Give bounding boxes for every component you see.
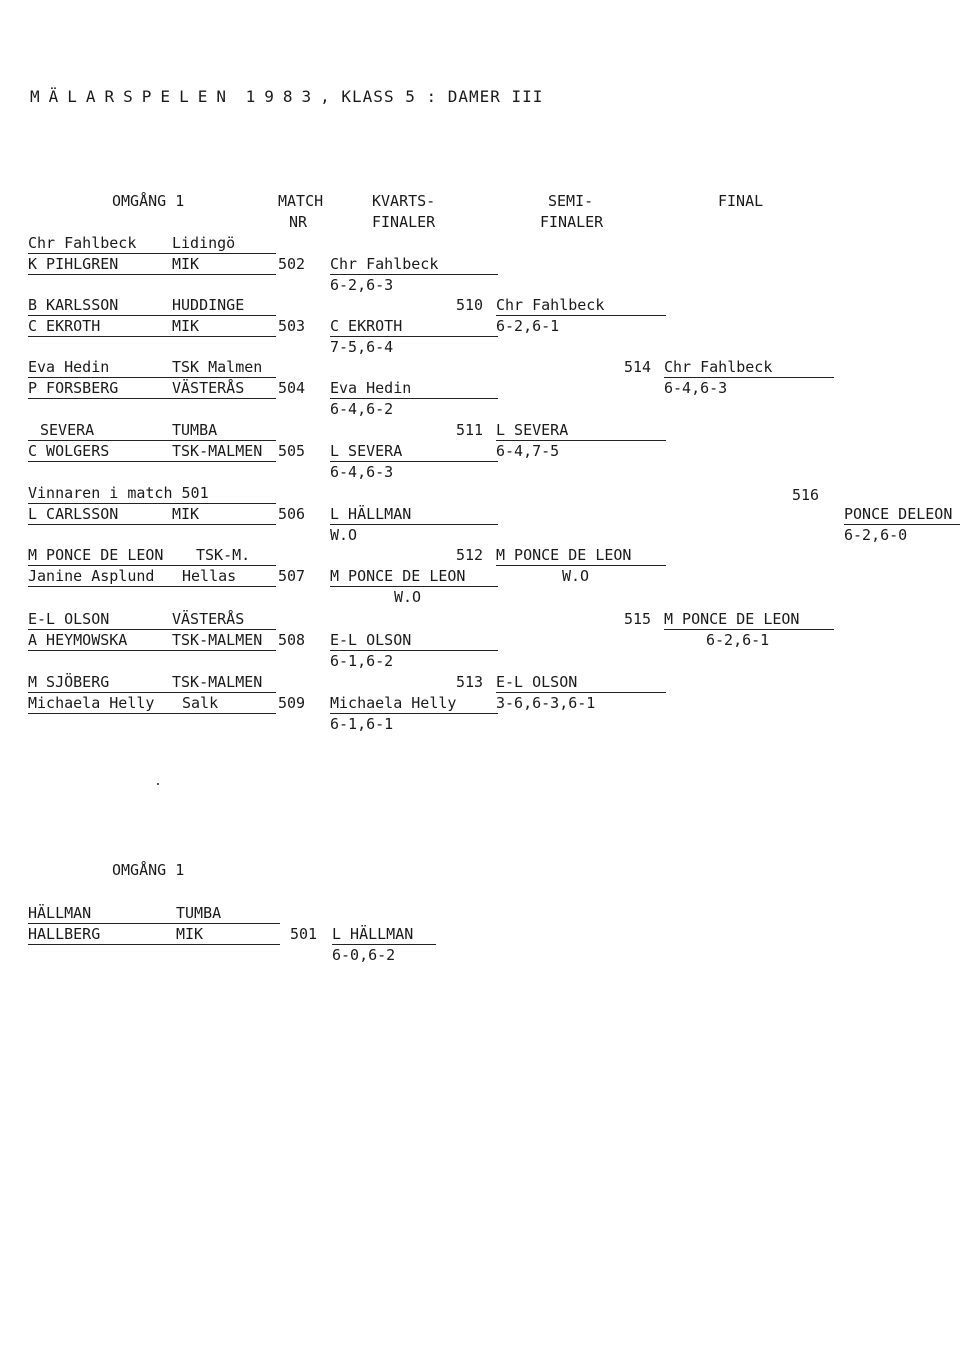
match-header-line1: MATCH (278, 192, 324, 210)
r1-player-a: Vinnaren i match 501 (28, 484, 209, 502)
r1-match-nr: 503 (278, 317, 306, 335)
final-winner: M PONCE DE LEON (664, 610, 800, 628)
sf-match-nr: 513 (456, 673, 484, 691)
r1-match-nr: 508 (278, 631, 306, 649)
semifinal-header-line1: SEMI- (548, 192, 594, 210)
qf-line (330, 274, 498, 275)
qf-winner: Eva Hedin (330, 379, 412, 397)
sf-line (496, 440, 666, 441)
champion-match-nr: 516 (792, 486, 820, 504)
qf-winner: Michaela Helly (330, 694, 457, 712)
champion-score: 6-2,6-0 (844, 526, 908, 544)
r1-club-b: TSK-MALMEN (172, 631, 263, 649)
prelim-line (28, 944, 280, 945)
prelim-winner: L HÄLLMAN (332, 925, 414, 943)
qf-line (330, 336, 498, 337)
qf-score: 6-4,6-3 (330, 463, 394, 481)
sf-score: 3-6,6-3,6-1 (496, 694, 596, 712)
qf-winner: E-L OLSON (330, 631, 412, 649)
sf-match-nr: 511 (456, 421, 484, 439)
qf-score: W.O (394, 588, 422, 606)
r1-club-a: TSK-M. (196, 546, 251, 564)
r1-match-nr: 502 (278, 255, 306, 273)
prelim-club-b: MIK (176, 925, 204, 943)
r1-line (28, 440, 276, 441)
r1-player-b: C EKROTH (28, 317, 101, 335)
sf-match-nr: 512 (456, 546, 484, 564)
r1-player-a: Eva Hedin (28, 358, 110, 376)
r1-player-a: SEVERA (40, 421, 95, 439)
r1-line (28, 692, 276, 693)
prelim-player-a: HÄLLMAN (28, 904, 92, 922)
semifinal-header-line2: FINALER (540, 213, 604, 231)
r1-player-a: E-L OLSON (28, 610, 110, 628)
r1-line (28, 253, 276, 254)
prelim-player-b: HALLBERG (28, 925, 101, 943)
r1-club-b: Hellas (182, 567, 237, 585)
r1-player-a: Chr Fahlbeck (28, 234, 137, 252)
qf-line (330, 524, 498, 525)
r1-match-nr: 509 (278, 694, 306, 712)
quarterfinal-header-line1: KVARTS- (372, 192, 436, 210)
r1-match-nr: 507 (278, 567, 306, 585)
r1-player-a: M SJÖBERG (28, 673, 110, 691)
r1-player-a: B KARLSSON (28, 296, 119, 314)
qf-line (330, 650, 498, 651)
qf-line (330, 713, 498, 714)
r1-player-b: L CARLSSON (28, 505, 119, 523)
sf-score: 6-4,7-5 (496, 442, 560, 460)
r1-player-b: A HEYMOWSKA (28, 631, 128, 649)
final-winner: Chr Fahlbeck (664, 358, 773, 376)
r1-club-a: VÄSTERÅS (172, 610, 245, 628)
final-line (664, 629, 834, 630)
qf-winner: C EKROTH (330, 317, 403, 335)
r1-line (28, 713, 276, 714)
qf-winner: L HÄLLMAN (330, 505, 412, 523)
r1-club-a: TSK Malmen (172, 358, 263, 376)
r1-line (28, 503, 276, 504)
prelim-heading: OMGÅNG 1 (112, 861, 185, 879)
qf-score: 6-4,6-2 (330, 400, 394, 418)
r1-club-b: TSK-MALMEN (172, 442, 263, 460)
r1-line (28, 586, 276, 587)
qf-score: 6-1,6-1 (330, 715, 394, 733)
r1-club-b: VÄSTERÅS (172, 379, 245, 397)
r1-club-b: MIK (172, 255, 200, 273)
r1-club-b: Salk (182, 694, 219, 712)
r1-club-b: MIK (172, 505, 200, 523)
r1-line (28, 398, 276, 399)
qf-score: 7-5,6-4 (330, 338, 394, 356)
r1-player-b: Janine Asplund (28, 567, 155, 585)
sf-line (496, 315, 666, 316)
final-score: 6-4,6-3 (664, 379, 728, 397)
r1-match-nr: 504 (278, 379, 306, 397)
r1-line (28, 315, 276, 316)
prelim-club-a: TUMBA (176, 904, 222, 922)
r1-player-b: C WOLGERS (28, 442, 110, 460)
qf-line (330, 398, 498, 399)
sf-line (496, 565, 666, 566)
r1-match-nr: 506 (278, 505, 306, 523)
r1-line (28, 629, 276, 630)
r1-player-b: K PIHLGREN (28, 255, 119, 273)
r1-club-a: Lidingö (172, 234, 236, 252)
sf-line (496, 692, 666, 693)
r1-player-b: Michaela Helly (28, 694, 155, 712)
r1-club-a: TUMBA (172, 421, 218, 439)
sf-score: 6-2,6-1 (496, 317, 560, 335)
r1-line (28, 650, 276, 651)
r1-player-b: P FORSBERG (28, 379, 119, 397)
r1-line (28, 377, 276, 378)
champion-name: PONCE DELEON (844, 505, 953, 523)
round1-header: OMGÅNG 1 (112, 192, 185, 210)
r1-line (28, 336, 276, 337)
speck (157, 783, 159, 785)
page-title: MÄLARSPELEN 1983, KLASS 5 : DAMER III (30, 87, 544, 106)
final-line (664, 377, 834, 378)
prelim-winner-line (332, 944, 436, 945)
qf-score: 6-1,6-2 (330, 652, 394, 670)
r1-club-a: TSK-MALMEN (172, 673, 263, 691)
sf-winner: E-L OLSON (496, 673, 578, 691)
qf-winner: M PONCE DE LEON (330, 567, 466, 585)
r1-club-a: HUDDINGE (172, 296, 245, 314)
sf-winner: M PONCE DE LEON (496, 546, 632, 564)
quarterfinal-header-line2: FINALER (372, 213, 436, 231)
sf-winner: Chr Fahlbeck (496, 296, 605, 314)
qf-line (330, 461, 498, 462)
prelim-line (28, 923, 280, 924)
prelim-score: 6-0,6-2 (332, 946, 396, 964)
sf-match-nr: 510 (456, 296, 484, 314)
sf-score: W.O (562, 567, 590, 585)
final-match-nr: 514 (624, 358, 652, 376)
r1-match-nr: 505 (278, 442, 306, 460)
qf-score: W.O (330, 526, 358, 544)
r1-club-b: MIK (172, 317, 200, 335)
r1-line (28, 274, 276, 275)
prelim-match-nr: 501 (290, 925, 318, 943)
qf-winner: L SEVERA (330, 442, 403, 460)
qf-line (330, 586, 498, 587)
sf-winner: L SEVERA (496, 421, 569, 439)
qf-score: 6-2,6-3 (330, 276, 394, 294)
match-header-line2: NR (289, 213, 308, 231)
r1-line (28, 461, 276, 462)
r1-player-a: M PONCE DE LEON (28, 546, 164, 564)
qf-winner: Chr Fahlbeck (330, 255, 439, 273)
r1-line (28, 565, 276, 566)
final-match-nr: 515 (624, 610, 652, 628)
final-score: 6-2,6-1 (706, 631, 770, 649)
final-header: FINAL (718, 192, 764, 210)
champion-line (844, 524, 960, 525)
r1-line (28, 524, 276, 525)
